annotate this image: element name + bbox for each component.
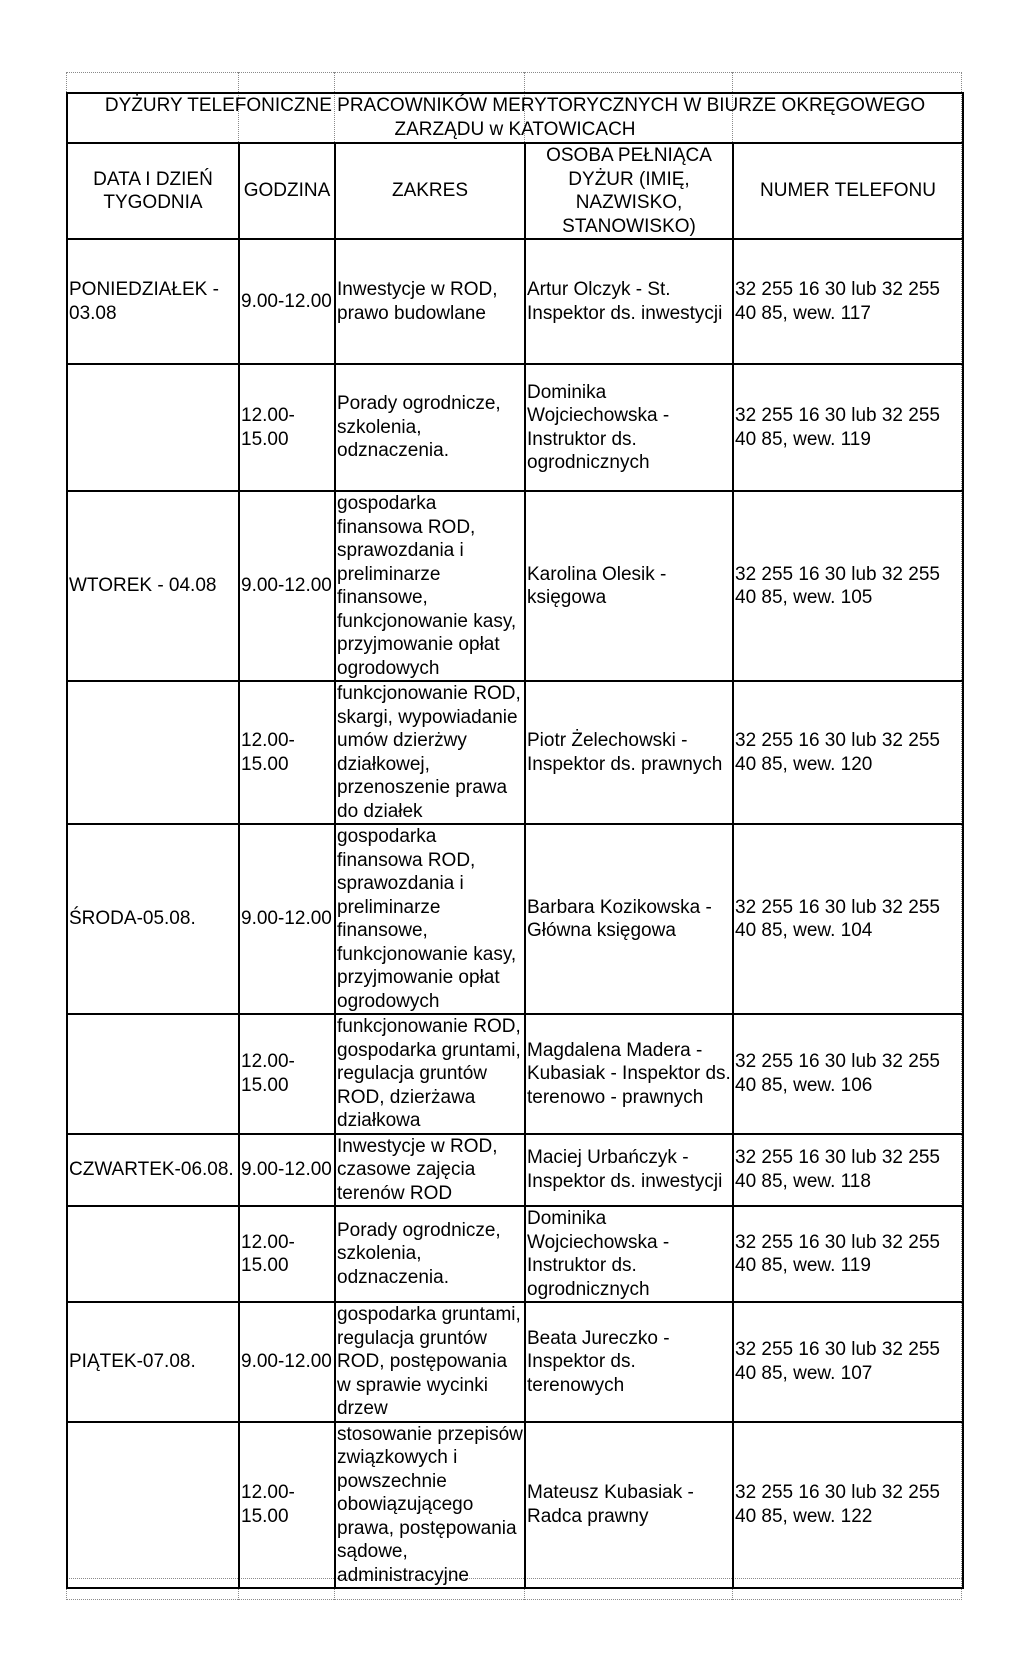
cell-hour: 12.00-15.00 xyxy=(239,1014,335,1134)
cell-phone: 32 255 16 30 lub 32 255 40 85, wew. 120 xyxy=(733,681,963,824)
cell-scope: funkcjonowanie ROD, gospodarka gruntami, regulacja gruntów ROD, dzierżawa działkowa xyxy=(335,1014,525,1134)
cell-hour: 12.00-15.00 xyxy=(239,1422,335,1589)
cell-day xyxy=(67,681,239,824)
cell-scope: gospodarka gruntami, regulacja gruntów ROD, postępowania w sprawie wycinki drzew xyxy=(335,1302,525,1422)
cell-day: PIĄTEK-07.08. xyxy=(67,1302,239,1422)
cell-person: Dominika Wojciechowska - Instruktor ds. ogrodnicznych xyxy=(525,364,733,491)
cell-phone: 32 255 16 30 lub 32 255 40 85, wew. 106 xyxy=(733,1014,963,1134)
cell-day: CZWARTEK-06.08. xyxy=(67,1134,239,1207)
table-row xyxy=(67,1014,963,1134)
cell-day: WTOREK - 04.08 xyxy=(67,491,239,681)
cell-hour: 9.00-12.00 xyxy=(239,1302,335,1422)
cell-person: Dominika Wojciechowska - Instruktor ds. ogrodnicznych xyxy=(525,1206,733,1302)
duty-schedule-table xyxy=(66,92,964,1589)
cell-person: Artur Olczyk - St. Inspektor ds. inwestycji xyxy=(525,239,733,364)
cell-person: Piotr Żelechowski - Inspektor ds. prawnych xyxy=(525,681,733,824)
cell-scope: gospodarka finansowa ROD, sprawozdania i preliminarze finansowe, funkcjonowanie kasy, przyjmowanie opłat ogrodowych xyxy=(335,824,525,1014)
cell-hour: 9.00-12.00 xyxy=(239,824,335,1014)
table-row xyxy=(67,1302,963,1422)
cell-person: Beata Jureczko - Inspektor ds. terenowych xyxy=(525,1302,733,1422)
header-date: DATA I DZIEŃ TYGODNIA xyxy=(67,143,239,239)
cell-phone: 32 255 16 30 lub 32 255 40 85, wew. 122 xyxy=(733,1422,963,1589)
table-row xyxy=(67,491,963,681)
cell-phone: 32 255 16 30 lub 32 255 40 85, wew. 105 xyxy=(733,491,963,681)
table-title: DYŻURY TELEFONICZNE PRACOWNIKÓW MERYTORYCZNYCH W BIURZE OKRĘGOWEGO ZARZĄDU w KATOWICACH xyxy=(67,93,963,143)
cell-scope: Inwestycje w ROD, prawo budowlane xyxy=(335,239,525,364)
table-row xyxy=(67,1206,963,1302)
cell-hour: 12.00-15.00 xyxy=(239,681,335,824)
header-hour: GODZINA xyxy=(239,143,335,239)
cell-person: Karolina Olesik - księgowa xyxy=(525,491,733,681)
cell-hour: 9.00-12.00 xyxy=(239,1134,335,1207)
cell-day xyxy=(67,1014,239,1134)
cell-day: PONIEDZIAŁEK - 03.08 xyxy=(67,239,239,364)
cell-phone: 32 255 16 30 lub 32 255 40 85, wew. 104 xyxy=(733,824,963,1014)
cell-scope: funkcjonowanie ROD, skargi, wypowiadanie umów dzierżwy działkowej, przenoszenie prawa do działek xyxy=(335,681,525,824)
cell-phone: 32 255 16 30 lub 32 255 40 85, wew. 117 xyxy=(733,239,963,364)
cell-phone: 32 255 16 30 lub 32 255 40 85, wew. 107 xyxy=(733,1302,963,1422)
cell-scope: stosowanie przepisów związkowych i powszechnie obowiązującego prawa, postępowania sądowe, administracyjne xyxy=(335,1422,525,1589)
cell-scope: Porady ogrodnicze, szkolenia, odznaczenia. xyxy=(335,364,525,491)
cell-scope: gospodarka finansowa ROD, sprawozdania i preliminarze finansowe, funkcjonowanie kasy, przyjmowanie opłat ogrodowych xyxy=(335,491,525,681)
table-row xyxy=(67,364,963,491)
cell-hour: 9.00-12.00 xyxy=(239,239,335,364)
cell-hour: 12.00-15.00 xyxy=(239,364,335,491)
header-person: OSOBA PEŁNIĄCA DYŻUR (IMIĘ, NAZWISKO, STANOWISKO) xyxy=(525,143,733,239)
cell-day xyxy=(67,364,239,491)
cell-phone: 32 255 16 30 lub 32 255 40 85, wew. 119 xyxy=(733,1206,963,1302)
table-row xyxy=(67,1422,963,1589)
cell-day xyxy=(67,1422,239,1589)
cell-hour: 9.00-12.00 xyxy=(239,491,335,681)
cell-scope: Porady ogrodnicze, szkolenia, odznaczenia. xyxy=(335,1206,525,1302)
cell-person: Mateusz Kubasiak - Radca prawny xyxy=(525,1422,733,1589)
cell-phone: 32 255 16 30 lub 32 255 40 85, wew. 119 xyxy=(733,364,963,491)
cell-person: Magdalena Madera - Kubasiak - Inspektor ds. terenowo - prawnych xyxy=(525,1014,733,1134)
header-row xyxy=(67,143,963,239)
cell-hour: 12.00-15.00 xyxy=(239,1206,335,1302)
cell-person: Barbara Kozikowska - Główna księgowa xyxy=(525,824,733,1014)
cell-phone: 32 255 16 30 lub 32 255 40 85, wew. 118 xyxy=(733,1134,963,1207)
header-phone: NUMER TELEFONU xyxy=(733,143,963,239)
cell-day xyxy=(67,1206,239,1302)
table-row xyxy=(67,824,963,1014)
table-row xyxy=(67,681,963,824)
cell-person: Maciej Urbańczyk - Inspektor ds. inwestycji xyxy=(525,1134,733,1207)
table-row xyxy=(67,239,963,364)
cell-day: ŚRODA-05.08. xyxy=(67,824,239,1014)
cell-scope: Inwestycje w ROD, czasowe zajęcia terenów ROD xyxy=(335,1134,525,1207)
table-row xyxy=(67,1134,963,1207)
header-scope: ZAKRES xyxy=(335,143,525,239)
